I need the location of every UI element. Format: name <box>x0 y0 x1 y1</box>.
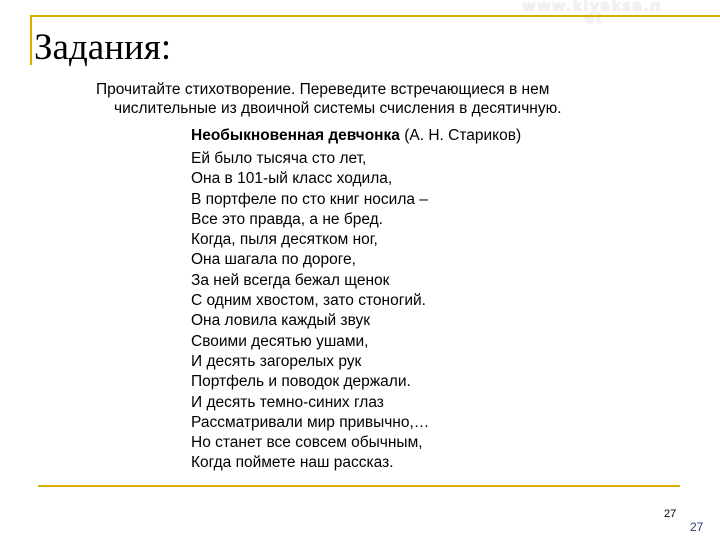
poem-line: За ней всегда бежал щенок <box>191 271 390 289</box>
poem-line: И десять загорелых рук <box>191 352 362 370</box>
instruction-line-2: числительные из двоичной системы счисления в десятичную. <box>114 100 562 117</box>
poem-line: С одним хвостом, зато стоногий. <box>191 292 426 310</box>
poem-line: Все это правда, а не бред. <box>191 210 383 228</box>
poem-line: Но станет все совсем обычным, <box>191 434 423 452</box>
poem-line: Она шагала по дороге, <box>191 251 356 269</box>
poem-line: Рассматривали мир привычно,… <box>191 413 430 431</box>
slide-title: Задания: <box>34 27 172 68</box>
poem-line: Своими десятью ушами, <box>191 332 369 350</box>
poem-line: В портфеле по сто книг носила – <box>191 190 428 208</box>
poem-line: Она ловила каждый звук <box>191 312 371 330</box>
footer-rule <box>38 485 680 487</box>
slide-number: 27 <box>664 508 677 520</box>
poem-line: Ей было тысяча сто лет, <box>191 150 367 167</box>
instruction-line-1: Прочитайте стихотворение. Переведите встречающиеся в нем <box>96 81 550 98</box>
poem-line: Когда поймете наш рассказ. <box>191 454 394 472</box>
poem-line: Она в 101-ый класс ходила, <box>191 170 393 188</box>
page-number: 27 <box>690 520 704 534</box>
watermark: www.klyaksa.n et <box>522 0 662 27</box>
frame-left-rule <box>30 15 32 65</box>
instruction-text <box>96 80 686 118</box>
poem-author: (А. Н. Стариков) <box>404 127 522 144</box>
frame-top-rule <box>30 15 720 17</box>
poem <box>191 125 521 474</box>
poem-line: И десять темно-синих глаз <box>191 393 384 411</box>
poem-line: Портфель и поводок держали. <box>191 373 411 391</box>
poem-heading <box>191 125 521 147</box>
poem-title: Необыкновенная девчонка <box>191 127 400 144</box>
poem-line: Когда, пыля десятком ног, <box>191 231 378 249</box>
